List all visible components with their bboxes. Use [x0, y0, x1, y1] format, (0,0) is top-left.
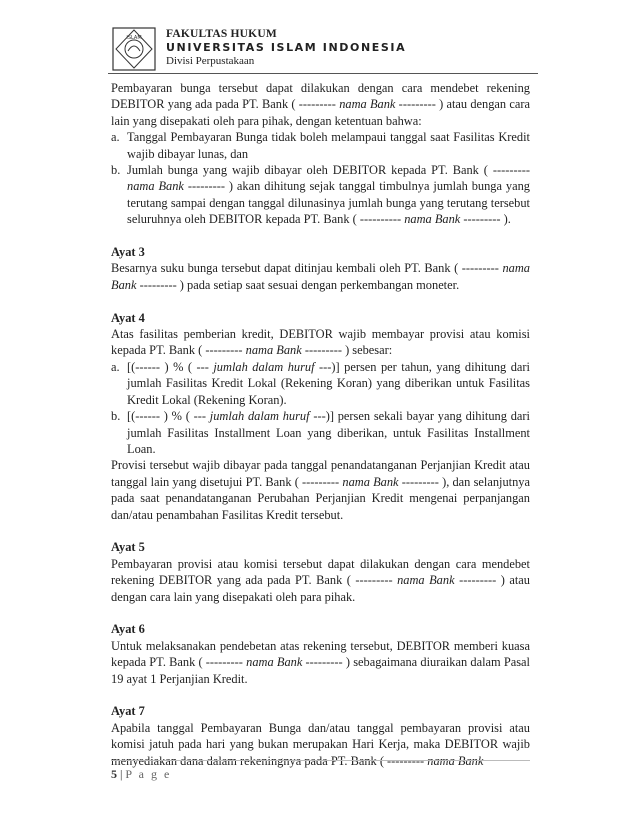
list-item — [111, 162, 530, 228]
ayat-3-heading: Ayat 3 — [111, 245, 145, 260]
list-item — [111, 359, 530, 408]
placeholder-text: jumlah dalam huruf — [209, 409, 310, 424]
ayat-6-heading: Ayat 6 — [111, 622, 145, 637]
university-logo-icon — [112, 27, 156, 71]
placeholder-text: jumlah dalam huruf — [213, 359, 315, 374]
page-header — [108, 24, 538, 74]
placeholder-text: nama Bank — [404, 212, 461, 227]
page-number: 5 — [111, 767, 117, 781]
page-footer — [111, 760, 530, 782]
page-separator: | — [117, 767, 126, 781]
footer-divider — [111, 760, 530, 761]
ayat-5-heading: Ayat 5 — [111, 540, 145, 555]
ayat-3-text — [111, 260, 530, 293]
placeholder-text: nama Bank — [111, 261, 530, 292]
placeholder-text: nama Bank — [245, 343, 302, 358]
document-body — [111, 80, 530, 769]
faculty-name: FAKULTAS HUKUM — [166, 28, 277, 40]
list-marker: b. — [111, 163, 121, 178]
text-run: Apabila tanggal Pembayaran Bunga dan/atau tanggal pembayaran provisi atau komisi jatuh pada hari yang bukan merupakan Hari Kerja, maka DEBITOR wajib menyediakan dana dalam rekeningnya pada PT. Bank ( --------- — [111, 720, 530, 768]
list-marker: a. — [111, 359, 120, 374]
text-run: Pembayaran provisi atau komisi tersebut dapat dilakukan dengan cara mendebet rekening DEBITOR yang ada pada PT. Bank ( --------- — [111, 556, 530, 588]
text-run: --------- ) akan dihitung sejak tanggal timbulnya jumlah bunga yang terutang sampai dengan tanggal dilunasinya jumlah bunga yang terutang tersebut seluruhnya oleh DEBITOR kepada PT. Bank ( ---------- — [127, 179, 531, 227]
text-run: --------- ). — [460, 212, 511, 227]
ayat-4-text — [111, 326, 530, 359]
ayat-4-closing — [111, 457, 530, 523]
intro-paragraph — [111, 80, 530, 129]
ayat-4-list — [111, 359, 530, 457]
page-indicator — [111, 767, 530, 782]
placeholder-text: nama Bank — [397, 573, 455, 588]
text-run: Provisi tersebut wajib dibayar pada tanggal penandatanganan Perjanjian Kredit atau tanggal lain yang disetujui PT. Bank ( --------- — [111, 458, 530, 489]
text-run: ---)] persen per tahun, yang dihitung dari jumlah Fasilitas Kredit Lokal (Rekening Koran) yang diberikan untuk Fasilitas Kredit Lokal (Rekening Koran). — [127, 359, 530, 407]
ayat-4-heading: Ayat 4 — [111, 310, 145, 325]
text-run: --------- ) sebagaimana diuraikan dalam Pasal 19 ayat 1 Perjanjian Kredit. — [111, 655, 531, 686]
placeholder-text: nama Bank — [427, 753, 484, 768]
text-run: ---)] persen sekali bayar yang dihitung dari jumlah Fasilitas Installment Loan yang diberikan, untuk Fasilitas Installment Loan. — [127, 409, 530, 456]
ayat-5-text — [111, 556, 530, 605]
text-run: Untuk melaksanakan pendebetan atas rekening tersebut, DEBITOR memberi kuasa kepada PT. Bank ( --------- — [111, 638, 530, 670]
text-run: Tanggal Pembayaran Bunga tidak boleh melampaui tanggal saat Fasilitas Kredit wajib dibayar lunas, dan — [127, 130, 530, 161]
division-name: Divisi Perpustakaan — [166, 55, 255, 67]
ayat-7-heading: Ayat 7 — [111, 704, 145, 719]
header-divider — [108, 73, 538, 74]
list-item — [111, 129, 530, 162]
text-run: --------- ) atau dengan cara lain yang disepakati oleh para pihak, dengan ketentuan bahwa: — [111, 97, 530, 128]
text-run: [(------ ) % ( --- — [127, 359, 214, 374]
text-run: Pembayaran bunga tersebut dapat dilakukan dengan cara mendebet rekening DEBITOR yang ada pada PT. Bank ( --------- — [111, 81, 530, 112]
placeholder-text: nama Bank — [246, 655, 303, 670]
university-name: UNIVERSITAS ISLAM INDONESIA — [166, 41, 407, 54]
ayat-6-text — [111, 638, 530, 687]
list-marker: b. — [111, 409, 121, 424]
intro-list — [111, 129, 530, 227]
text-run: Atas fasilitas pemberian kredit, DEBITOR wajib membayar provisi atau komisi kepada PT. Bank ( --------- — [111, 327, 530, 358]
list-item — [111, 408, 530, 457]
text-run: --------- ) atau dengan cara lain yang disepakati oleh para pihak. — [111, 573, 530, 604]
text-run: Besarnya suku bunga tersebut dapat ditinjau kembali oleh PT. Bank ( --------- — [111, 261, 503, 276]
text-run: --------- ) pada setiap saat sesuai dengan perkembangan moneter. — [136, 277, 460, 292]
text-run: --------- ) sebesar: — [301, 343, 393, 358]
logo-text: ISLAM — [126, 35, 142, 41]
placeholder-text: nama Bank — [127, 179, 184, 194]
text-run: Jumlah bunga yang wajib dibayar oleh DEBITOR kepada PT. Bank ( --------- — [127, 163, 530, 178]
text-run: --------- ), dan selanjutnya pada saat penandatanganan Perubahan Perjanjian Kredit mengenai perpanjangan dan/atau penambahan Fasilitas Kredit tersebut. — [111, 474, 530, 522]
placeholder-text: nama Bank — [339, 97, 396, 112]
placeholder-text: nama Bank — [342, 474, 399, 489]
header-text — [166, 28, 406, 68]
page-label: P a g e — [125, 767, 172, 781]
list-marker: a. — [111, 130, 120, 145]
text-run: [(------ ) % ( --- — [127, 409, 210, 424]
